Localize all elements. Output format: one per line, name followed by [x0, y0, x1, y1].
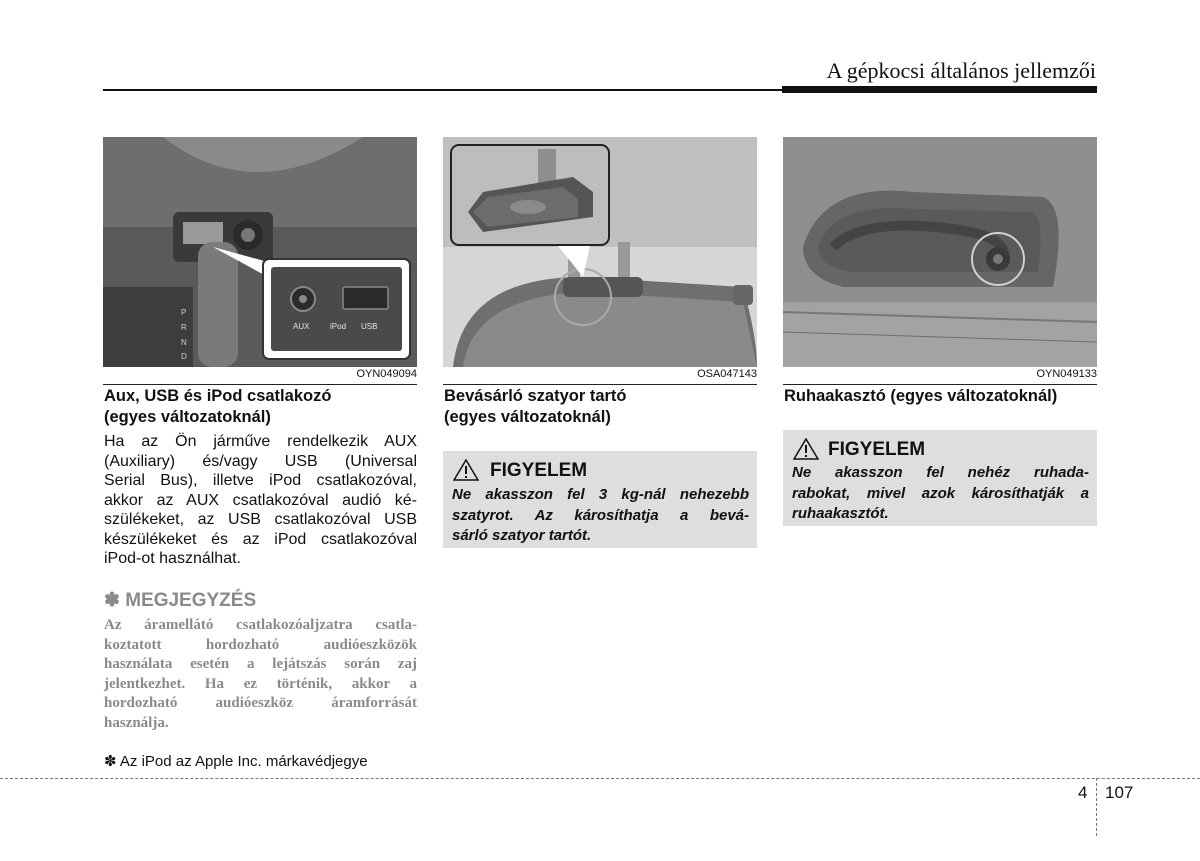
coat-hook-photo: [783, 137, 1097, 367]
warning-title: FIGYELEM: [490, 460, 588, 481]
ipod-label: iPod: [330, 322, 347, 331]
title-line: (egyes változatoknál): [104, 408, 271, 426]
section-title: [104, 386, 424, 428]
aux-label: AUX: [293, 322, 310, 331]
footer-divider: [0, 778, 1200, 779]
caption-rule: [443, 384, 757, 385]
note-line: koztatott hordozható audióeszközök: [104, 636, 417, 653]
section-title: [444, 386, 764, 428]
usb-label: USB: [361, 322, 378, 331]
warning-line: rabokat, mivel azok károsíthatják a: [792, 484, 1089, 502]
warning-line: Ne akasszon fel 3 kg-nál nehezebb: [452, 486, 749, 503]
image-code: OYN049094: [356, 368, 417, 380]
note-icon: ✽: [104, 590, 120, 611]
warning-line: Ne akasszon fel nehéz ruhada-: [792, 464, 1089, 481]
warning-icon: [793, 438, 819, 465]
page-number: 107: [1105, 783, 1134, 802]
trademark-note: ✽ Az iPod az Apple Inc. márkavédjegye: [104, 753, 368, 770]
title-line: Bevásárló szatyor tartó: [444, 387, 627, 405]
svg-text:R: R: [181, 323, 187, 332]
note-line: használata esetén a lejátszás során zaj: [104, 656, 417, 672]
svg-text:P: P: [181, 308, 187, 317]
body-line: készülékeket és az iPod csatlakozóval: [104, 530, 417, 548]
footer-vertical-divider: [1096, 778, 1097, 836]
warning-line: sárló szatyor tartót.: [452, 527, 592, 544]
body-line: Serial Bus), illetve iPod csatlakozóval,: [104, 472, 417, 489]
aux-usb-photo: [103, 137, 417, 367]
note-line: Az áramellátó csatlakozóaljzatra csatla-: [104, 617, 417, 633]
header-rule-accent: [782, 86, 1097, 93]
image-code: OYN049133: [1036, 368, 1097, 380]
note-heading: [104, 589, 256, 612]
title-line: (egyes változatoknál): [444, 408, 611, 426]
svg-text:N: N: [181, 338, 187, 347]
warning-text: [452, 485, 749, 547]
body-line: szülékeket, az USB csatlakozóval USB: [104, 511, 417, 528]
caption-rule: [783, 384, 1097, 385]
warning-title: FIGYELEM: [828, 439, 926, 460]
section-body: [104, 432, 417, 569]
body-line: akkor az AUX csatlakozóval audió ké-: [104, 491, 417, 509]
warning-icon: [453, 459, 479, 486]
bag-holder-photo: [443, 137, 757, 367]
title-line: Aux, USB és iPod csatlakozó: [104, 387, 332, 405]
note-line: hordozható audióeszköz áramforrását: [104, 695, 417, 711]
note-body: [104, 616, 417, 733]
image-code: OSA047143: [697, 368, 757, 380]
body-line: (Auxiliary) és/vagy USB (Universal: [104, 452, 417, 470]
note-line: jelentkezhet. Ha ez történik, akkor a: [104, 675, 417, 692]
warning-box: [783, 430, 1097, 526]
warning-box: [443, 451, 757, 548]
chapter-number: 4: [1078, 783, 1088, 802]
caption-rule: [103, 384, 417, 385]
page-header-title: A gépkocsi általános jellemzői: [826, 58, 1096, 83]
body-line: Ha az Ön járműve rendelkezik AUX: [104, 433, 417, 450]
warning-text: [792, 463, 1089, 525]
body-line: iPod-ot használhat.: [104, 550, 241, 567]
note-line: használja.: [104, 714, 169, 731]
note-title: MEGJEGYZÉS: [125, 590, 257, 611]
section-title: [784, 386, 1104, 407]
title-line: Ruhaakasztó (egyes változatoknál): [784, 387, 1058, 405]
svg-text:D: D: [181, 352, 187, 361]
warning-line: szatyrot. Az károsíthatja a bevá-: [452, 506, 749, 524]
warning-line: ruhaakasztót.: [792, 505, 889, 522]
